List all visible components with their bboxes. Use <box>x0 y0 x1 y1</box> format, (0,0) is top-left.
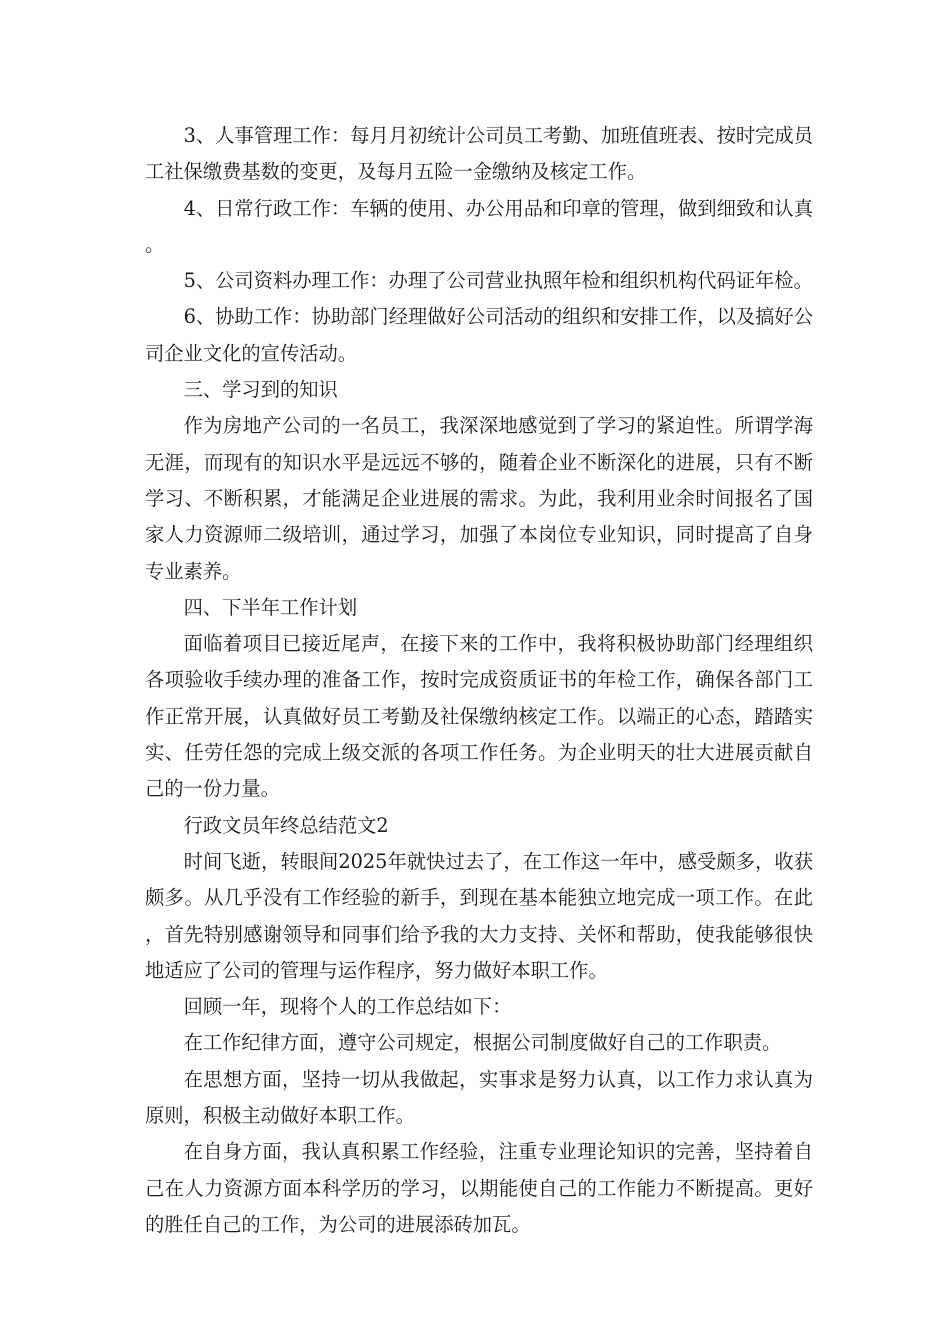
paragraph-intro-2: 时间飞逝，转眼间2025年就快过去了，在工作这一年中，感受颇多，收获颇多。从几乎没有工作经验的新手，到现在基本能独立地完成一项工作。在此，首先特别感谢领导和同事们给予我的大力支持、关怀和帮助，使我能够很快地适应了公司的管理与运作程序，努力做好本职工作。 <box>145 849 813 982</box>
document-body <box>145 118 813 1243</box>
paragraph-review: 回顾一年，现将个人的工作总结如下： <box>183 995 512 1019</box>
paragraph-daily-admin: 4、日常行政工作：车辆的使用、办公用品和印章的管理，做到细致和认真。 <box>145 196 813 256</box>
paragraph-knowledge: 作为房地产公司的一名员工，我深深地感觉到了学习的紧迫性。所谓学海无涯，而现有的知识水平是远远不够的，随着企业不断深化的进展，只有不断学习、不断积累，才能满足企业进展的需求。为此，我利用业余时间报名了国家人力资源师二级培训，通过学习，加强了本岗位专业知识，同时提高了自身专业素养。 <box>145 414 813 583</box>
paragraph-plan: 面临着项目已接近尾声，在接下来的工作中，我将积极协助部门经理组织各项验收手续办理的准备工作，按时完成资质证书的年检工作，确保各部门工作正常开展，认真做好员工考勤及社保缴纳核定工作。以端正的心态，踏踏实实、任劳任怨的完成上级交派的各项工作任务。为企业明天的壮大进展贡献自己的一份力量。 <box>145 632 813 801</box>
paragraph-hr-work: 3、人事管理工作：每月月初统计公司员工考勤、加班值班表、按时完成员工社保缴费基数的变更，及每月五险一金缴纳及核定工作。 <box>145 124 813 184</box>
paragraph-company-docs: 5、公司资料办理工作：办理了公司营业执照年检和组织机构代码证年检。 <box>183 269 813 293</box>
paragraph-discipline: 在工作纪律方面，遵守公司规定，根据公司制度做好自己的工作职责。 <box>183 1031 782 1055</box>
paragraph-self: 在自身方面，我认真积累工作经验，注重专业理论知识的完善，坚持着自己在人力资源方面本科学历的学习，以期能使自己的工作能力不断提高。更好的胜任自己的工作，为公司的进展添砖加瓦。 <box>145 1140 813 1236</box>
paragraph-thinking: 在思想方面，坚持一切从我做起，实事求是努力认真，以工作力求认真为原则，积极主动做好本职工作。 <box>145 1067 813 1128</box>
section-heading-plan: 四、下半年工作计划 <box>183 595 358 619</box>
paragraph-assist-work: 6、协助工作：协助部门经理做好公司活动的组织和安排工作，以及搞好公司企业文化的宣传活动。 <box>145 305 813 365</box>
section-heading-knowledge: 三、学习到的知识 <box>183 378 338 402</box>
section-heading-sample-2: 行政文员年终总结范文2 <box>183 813 389 837</box>
